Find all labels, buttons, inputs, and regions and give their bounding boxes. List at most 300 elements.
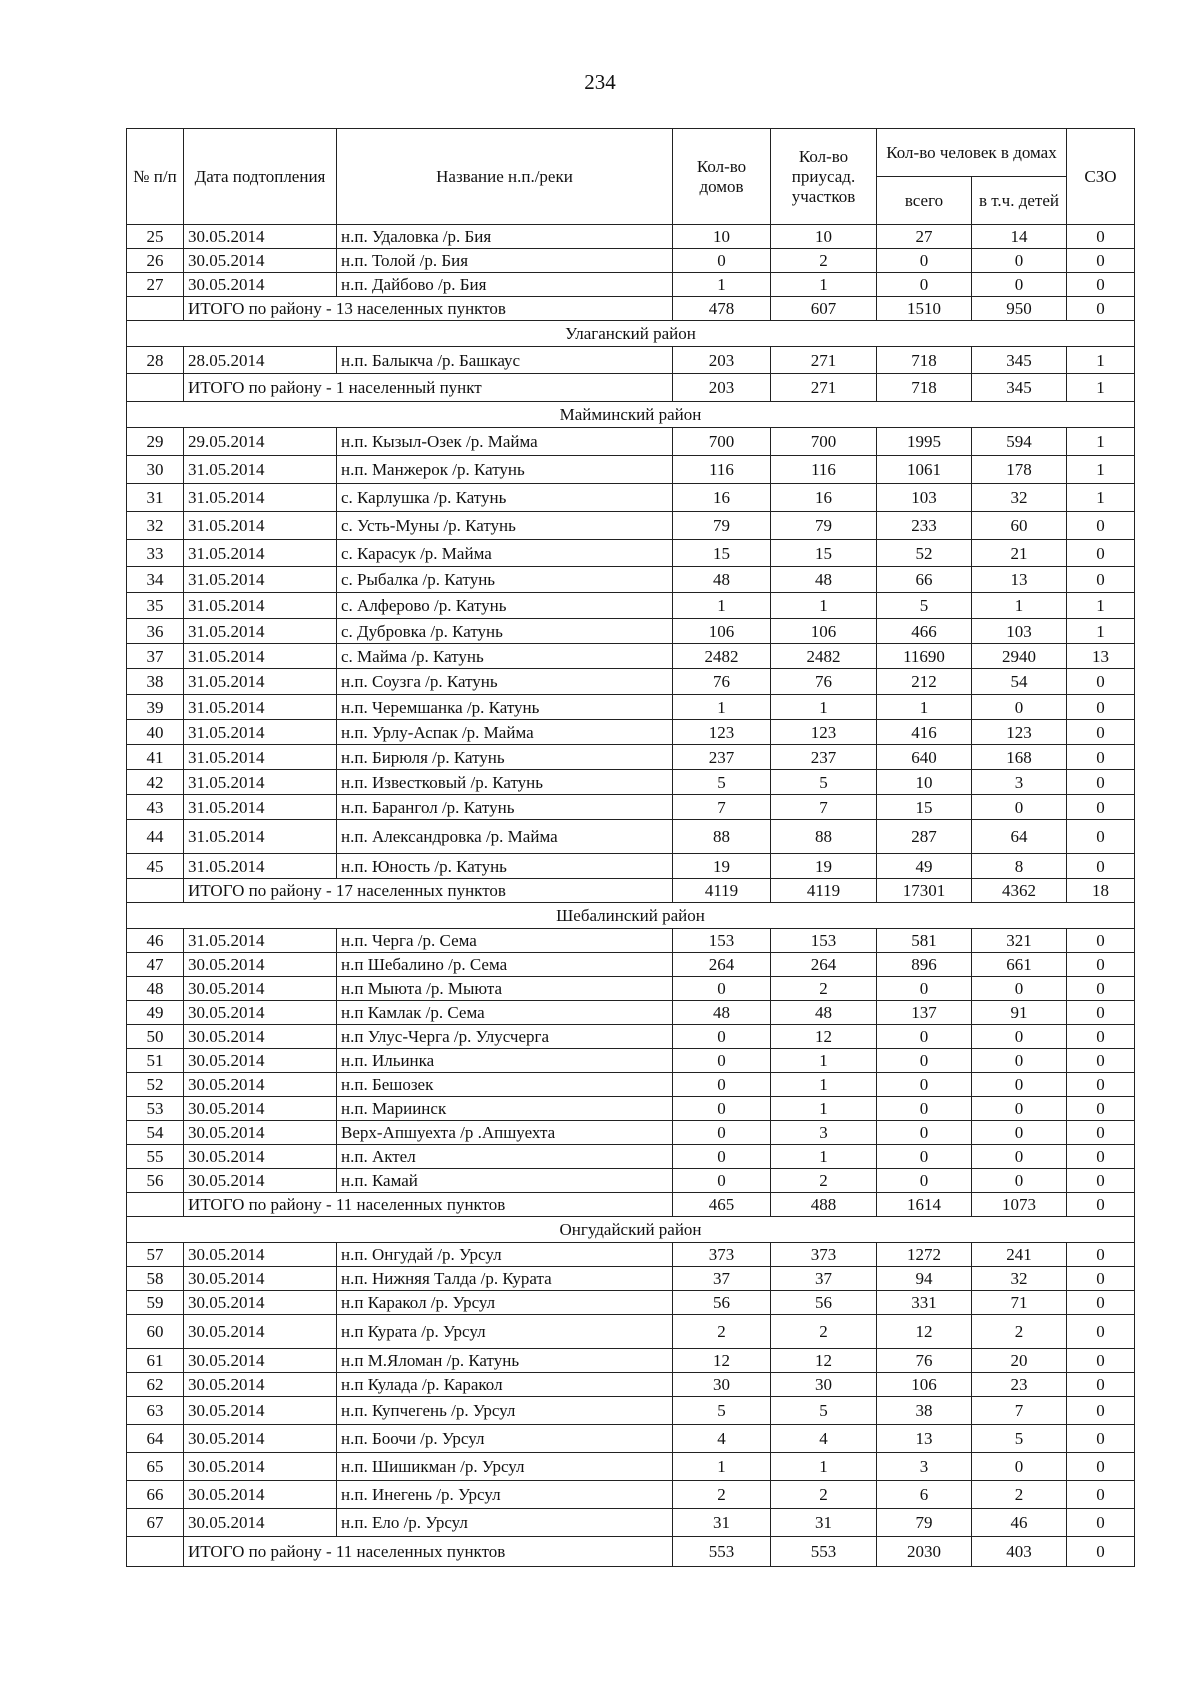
szo-cell: 0	[1067, 249, 1135, 273]
header-people-total: всего	[877, 177, 972, 225]
name-cell: н.п. Юность /р. Катунь	[337, 854, 673, 879]
people-children-cell: 403	[972, 1537, 1067, 1567]
szo-cell: 0	[1067, 1509, 1135, 1537]
plots-cell: 1	[771, 1097, 877, 1121]
people-children-cell: 3	[972, 770, 1067, 795]
people-total-cell: 331	[877, 1291, 972, 1315]
name-cell: н.п. Актел	[337, 1145, 673, 1169]
plots-cell: 79	[771, 512, 877, 540]
houses-cell: 16	[673, 484, 771, 512]
table-row	[127, 1481, 1135, 1509]
date-cell: 30.05.2014	[184, 1397, 337, 1425]
people-children-cell: 0	[972, 1121, 1067, 1145]
houses-cell: 465	[673, 1193, 771, 1217]
district-name: Улаганский район	[127, 321, 1135, 347]
name-cell: н.п. Толой /р. Бия	[337, 249, 673, 273]
date-cell: 30.05.2014	[184, 249, 337, 273]
people-children-cell: 0	[972, 273, 1067, 297]
table-row	[127, 720, 1135, 745]
name-cell: н.п. Онгудай /р. Урсул	[337, 1243, 673, 1267]
num-cell: 46	[127, 929, 184, 953]
houses-cell: 203	[673, 347, 771, 374]
szo-cell: 0	[1067, 273, 1135, 297]
plots-cell: 2	[771, 249, 877, 273]
num-cell: 58	[127, 1267, 184, 1291]
szo-cell: 0	[1067, 1537, 1135, 1567]
num-cell: 54	[127, 1121, 184, 1145]
people-total-cell: 27	[877, 225, 972, 249]
people-children-cell: 178	[972, 456, 1067, 484]
num-cell: 38	[127, 669, 184, 695]
num-cell: 63	[127, 1397, 184, 1425]
header-num: № п/п	[127, 129, 184, 225]
num-cell: 37	[127, 644, 184, 669]
people-children-cell: 345	[972, 374, 1067, 402]
people-children-cell: 32	[972, 1267, 1067, 1291]
houses-cell: 700	[673, 428, 771, 456]
district-name: Майминский район	[127, 402, 1135, 428]
people-total-cell: 0	[877, 1025, 972, 1049]
num-cell: 50	[127, 1025, 184, 1049]
people-total-cell: 1995	[877, 428, 972, 456]
plots-cell: 5	[771, 1397, 877, 1425]
num-cell: 31	[127, 484, 184, 512]
houses-cell: 0	[673, 1121, 771, 1145]
plots-cell: 106	[771, 619, 877, 644]
people-children-cell: 168	[972, 745, 1067, 770]
num-cell: 36	[127, 619, 184, 644]
table-row	[127, 540, 1135, 567]
szo-cell: 0	[1067, 1001, 1135, 1025]
num-cell: 65	[127, 1453, 184, 1481]
people-children-cell: 13	[972, 567, 1067, 593]
houses-cell: 10	[673, 225, 771, 249]
date-cell: 29.05.2014	[184, 428, 337, 456]
plots-cell: 488	[771, 1193, 877, 1217]
plots-cell: 237	[771, 745, 877, 770]
szo-cell: 0	[1067, 567, 1135, 593]
people-total-cell: 103	[877, 484, 972, 512]
houses-cell: 7	[673, 795, 771, 820]
table-row	[127, 1097, 1135, 1121]
name-cell: н.п. Шишикман /р. Урсул	[337, 1453, 673, 1481]
header-name: Название н.п./реки	[337, 129, 673, 225]
szo-cell: 0	[1067, 854, 1135, 879]
table-row	[127, 1073, 1135, 1097]
houses-cell: 19	[673, 854, 771, 879]
name-cell: н.п. Черемшанка /р. Катунь	[337, 695, 673, 720]
name-cell: н.п М.Яломан /р. Катунь	[337, 1349, 673, 1373]
table-row	[127, 1049, 1135, 1073]
houses-cell: 1	[673, 695, 771, 720]
table-header	[127, 129, 1135, 225]
houses-cell: 0	[673, 1097, 771, 1121]
plots-cell: 3	[771, 1121, 877, 1145]
people-children-cell: 0	[972, 1025, 1067, 1049]
people-children-cell: 950	[972, 297, 1067, 321]
num-cell: 43	[127, 795, 184, 820]
table-row	[127, 1001, 1135, 1025]
table-row	[127, 854, 1135, 879]
people-children-cell: 60	[972, 512, 1067, 540]
szo-cell: 0	[1067, 512, 1135, 540]
table-row	[127, 1453, 1135, 1481]
people-children-cell: 0	[972, 795, 1067, 820]
table-row	[127, 1025, 1135, 1049]
plots-cell: 5	[771, 770, 877, 795]
num-cell: 26	[127, 249, 184, 273]
houses-cell: 15	[673, 540, 771, 567]
szo-cell: 0	[1067, 1373, 1135, 1397]
date-cell: 31.05.2014	[184, 456, 337, 484]
date-cell: 31.05.2014	[184, 593, 337, 619]
plots-cell: 76	[771, 669, 877, 695]
name-cell: н.п Улус-Черга /р. Улусчерга	[337, 1025, 673, 1049]
houses-cell: 478	[673, 297, 771, 321]
szo-cell: 0	[1067, 1121, 1135, 1145]
szo-cell: 0	[1067, 1073, 1135, 1097]
people-children-cell: 594	[972, 428, 1067, 456]
people-total-cell: 0	[877, 1169, 972, 1193]
num-cell: 44	[127, 820, 184, 854]
num-cell: 42	[127, 770, 184, 795]
houses-cell: 553	[673, 1537, 771, 1567]
date-cell: 30.05.2014	[184, 1425, 337, 1453]
houses-cell: 56	[673, 1291, 771, 1315]
people-children-cell: 123	[972, 720, 1067, 745]
plots-cell: 607	[771, 297, 877, 321]
name-cell: н.п. Мариинск	[337, 1097, 673, 1121]
date-cell: 30.05.2014	[184, 1145, 337, 1169]
total-label: ИТОГО по району - 1 населенный пункт	[184, 374, 673, 402]
szo-cell: 0	[1067, 1049, 1135, 1073]
name-cell: н.п. Инегень /р. Урсул	[337, 1481, 673, 1509]
plots-cell: 2	[771, 1169, 877, 1193]
table-row	[127, 953, 1135, 977]
people-children-cell: 321	[972, 929, 1067, 953]
people-total-cell: 287	[877, 820, 972, 854]
name-cell: н.п. Ильинка	[337, 1049, 673, 1073]
people-total-cell: 11690	[877, 644, 972, 669]
plots-cell: 2	[771, 1481, 877, 1509]
people-total-cell: 896	[877, 953, 972, 977]
num-cell: 59	[127, 1291, 184, 1315]
houses-cell: 0	[673, 1169, 771, 1193]
people-children-cell: 0	[972, 695, 1067, 720]
people-children-cell: 345	[972, 347, 1067, 374]
szo-cell: 0	[1067, 540, 1135, 567]
flood-table	[126, 128, 1135, 1567]
date-cell: 30.05.2014	[184, 1481, 337, 1509]
szo-cell: 0	[1067, 977, 1135, 1001]
table-row	[127, 249, 1135, 273]
num-cell-empty	[127, 297, 184, 321]
houses-cell: 0	[673, 1145, 771, 1169]
date-cell: 30.05.2014	[184, 977, 337, 1001]
szo-cell: 0	[1067, 795, 1135, 820]
plots-cell: 12	[771, 1025, 877, 1049]
people-total-cell: 106	[877, 1373, 972, 1397]
table-row	[127, 644, 1135, 669]
houses-cell: 12	[673, 1349, 771, 1373]
table-row	[127, 428, 1135, 456]
szo-cell: 0	[1067, 669, 1135, 695]
people-total-cell: 0	[877, 273, 972, 297]
name-cell: н.п. Балыкча /р. Башкаус	[337, 347, 673, 374]
num-cell: 39	[127, 695, 184, 720]
people-children-cell: 2	[972, 1481, 1067, 1509]
plots-cell: 7	[771, 795, 877, 820]
people-total-cell: 212	[877, 669, 972, 695]
plots-cell: 1	[771, 1453, 877, 1481]
name-cell: н.п. Ело /р. Урсул	[337, 1509, 673, 1537]
szo-cell: 1	[1067, 484, 1135, 512]
people-children-cell: 20	[972, 1349, 1067, 1373]
table-row	[127, 593, 1135, 619]
table-row	[127, 347, 1135, 374]
num-cell: 53	[127, 1097, 184, 1121]
date-cell: 30.05.2014	[184, 1025, 337, 1049]
district-name: Шебалинский район	[127, 903, 1135, 929]
people-children-cell: 0	[972, 1453, 1067, 1481]
szo-cell: 0	[1067, 1169, 1135, 1193]
plots-cell: 16	[771, 484, 877, 512]
table-row	[127, 225, 1135, 249]
date-cell: 30.05.2014	[184, 1509, 337, 1537]
people-total-cell: 2030	[877, 1537, 972, 1567]
num-cell: 48	[127, 977, 184, 1001]
plots-cell: 48	[771, 567, 877, 593]
num-cell: 28	[127, 347, 184, 374]
name-cell: с. Карлушка /р. Катунь	[337, 484, 673, 512]
table-row	[127, 745, 1135, 770]
date-cell: 31.05.2014	[184, 745, 337, 770]
table-row	[127, 619, 1135, 644]
plots-cell: 88	[771, 820, 877, 854]
people-children-cell: 91	[972, 1001, 1067, 1025]
people-total-cell: 17301	[877, 879, 972, 903]
name-cell: н.п Камлак /р. Сема	[337, 1001, 673, 1025]
num-cell-empty	[127, 1537, 184, 1567]
plots-cell: 373	[771, 1243, 877, 1267]
total-row	[127, 1193, 1135, 1217]
people-children-cell: 71	[972, 1291, 1067, 1315]
plots-cell: 271	[771, 347, 877, 374]
date-cell: 31.05.2014	[184, 644, 337, 669]
szo-cell: 0	[1067, 1145, 1135, 1169]
houses-cell: 153	[673, 929, 771, 953]
district-row	[127, 321, 1135, 347]
table-row	[127, 1425, 1135, 1453]
people-children-cell: 7	[972, 1397, 1067, 1425]
plots-cell: 12	[771, 1349, 877, 1373]
date-cell: 31.05.2014	[184, 619, 337, 644]
people-children-cell: 8	[972, 854, 1067, 879]
num-cell: 55	[127, 1145, 184, 1169]
date-cell: 30.05.2014	[184, 1073, 337, 1097]
people-total-cell: 3	[877, 1453, 972, 1481]
people-children-cell: 2	[972, 1315, 1067, 1349]
date-cell: 30.05.2014	[184, 1453, 337, 1481]
name-cell: н.п Курата /р. Урсул	[337, 1315, 673, 1349]
people-total-cell: 6	[877, 1481, 972, 1509]
date-cell: 30.05.2014	[184, 1001, 337, 1025]
name-cell: н.п. Боочи /р. Урсул	[337, 1425, 673, 1453]
date-cell: 30.05.2014	[184, 225, 337, 249]
num-cell: 29	[127, 428, 184, 456]
people-children-cell: 661	[972, 953, 1067, 977]
plots-cell: 123	[771, 720, 877, 745]
szo-cell: 0	[1067, 1025, 1135, 1049]
houses-cell: 0	[673, 977, 771, 1001]
houses-cell: 373	[673, 1243, 771, 1267]
people-total-cell: 1614	[877, 1193, 972, 1217]
szo-cell: 18	[1067, 879, 1135, 903]
people-total-cell: 0	[877, 1073, 972, 1097]
name-cell: н.п. Александровка /р. Майма	[337, 820, 673, 854]
header-plots: Кол-во приусад. участков	[771, 129, 877, 225]
people-total-cell: 137	[877, 1001, 972, 1025]
name-cell: н.п. Дайбово /р. Бия	[337, 273, 673, 297]
people-children-cell: 46	[972, 1509, 1067, 1537]
people-total-cell: 416	[877, 720, 972, 745]
date-cell: 31.05.2014	[184, 669, 337, 695]
table-row	[127, 1315, 1135, 1349]
num-cell: 33	[127, 540, 184, 567]
date-cell: 30.05.2014	[184, 1049, 337, 1073]
table-row	[127, 1243, 1135, 1267]
people-total-cell: 466	[877, 619, 972, 644]
plots-cell: 15	[771, 540, 877, 567]
total-row	[127, 879, 1135, 903]
name-cell: н.п. Черга /р. Сема	[337, 929, 673, 953]
table-row	[127, 1509, 1135, 1537]
num-cell: 64	[127, 1425, 184, 1453]
people-children-cell: 5	[972, 1425, 1067, 1453]
people-total-cell: 233	[877, 512, 972, 540]
houses-cell: 0	[673, 249, 771, 273]
houses-cell: 48	[673, 1001, 771, 1025]
plots-cell: 10	[771, 225, 877, 249]
name-cell: с. Усть-Муны /р. Катунь	[337, 512, 673, 540]
num-cell: 52	[127, 1073, 184, 1097]
table-row	[127, 820, 1135, 854]
date-cell: 30.05.2014	[184, 1291, 337, 1315]
date-cell: 31.05.2014	[184, 929, 337, 953]
date-cell: 31.05.2014	[184, 795, 337, 820]
people-children-cell: 0	[972, 1049, 1067, 1073]
date-cell: 31.05.2014	[184, 770, 337, 795]
name-cell: н.п. Бешозек	[337, 1073, 673, 1097]
szo-cell: 1	[1067, 428, 1135, 456]
total-label: ИТОГО по району - 11 населенных пунктов	[184, 1537, 673, 1567]
name-cell: с. Рыбалка /р. Катунь	[337, 567, 673, 593]
plots-cell: 37	[771, 1267, 877, 1291]
header-houses: Кол-во домов	[673, 129, 771, 225]
people-children-cell: 0	[972, 1073, 1067, 1097]
date-cell: 30.05.2014	[184, 273, 337, 297]
num-cell-empty	[127, 879, 184, 903]
num-cell: 47	[127, 953, 184, 977]
people-total-cell: 718	[877, 347, 972, 374]
szo-cell: 0	[1067, 695, 1135, 720]
people-children-cell: 0	[972, 977, 1067, 1001]
table-row	[127, 1291, 1135, 1315]
plots-cell: 4119	[771, 879, 877, 903]
header-people-children: в т.ч. детей	[972, 177, 1067, 225]
num-cell: 27	[127, 273, 184, 297]
num-cell: 66	[127, 1481, 184, 1509]
plots-cell: 2482	[771, 644, 877, 669]
szo-cell: 0	[1067, 1193, 1135, 1217]
plots-cell: 2	[771, 1315, 877, 1349]
plots-cell: 116	[771, 456, 877, 484]
date-cell: 31.05.2014	[184, 567, 337, 593]
houses-cell: 48	[673, 567, 771, 593]
people-children-cell: 21	[972, 540, 1067, 567]
people-children-cell: 54	[972, 669, 1067, 695]
table-row	[127, 977, 1135, 1001]
people-children-cell: 0	[972, 1097, 1067, 1121]
plots-cell: 2	[771, 977, 877, 1001]
houses-cell: 237	[673, 745, 771, 770]
houses-cell: 5	[673, 770, 771, 795]
plots-cell: 31	[771, 1509, 877, 1537]
people-children-cell: 1073	[972, 1193, 1067, 1217]
district-row	[127, 1217, 1135, 1243]
num-cell: 51	[127, 1049, 184, 1073]
num-cell-empty	[127, 1193, 184, 1217]
people-total-cell: 0	[877, 1097, 972, 1121]
total-row	[127, 374, 1135, 402]
table-row	[127, 1349, 1135, 1373]
name-cell: Верх-Апшуехта /р .Апшуехта	[337, 1121, 673, 1145]
houses-cell: 37	[673, 1267, 771, 1291]
people-total-cell: 0	[877, 1145, 972, 1169]
szo-cell: 1	[1067, 374, 1135, 402]
houses-cell: 2	[673, 1315, 771, 1349]
szo-cell: 0	[1067, 745, 1135, 770]
houses-cell: 31	[673, 1509, 771, 1537]
people-total-cell: 10	[877, 770, 972, 795]
people-total-cell: 79	[877, 1509, 972, 1537]
date-cell: 30.05.2014	[184, 1097, 337, 1121]
date-cell: 30.05.2014	[184, 1373, 337, 1397]
plots-cell: 1	[771, 1145, 877, 1169]
num-cell-empty	[127, 374, 184, 402]
header-date: Дата подтопления	[184, 129, 337, 225]
plots-cell: 30	[771, 1373, 877, 1397]
date-cell: 31.05.2014	[184, 820, 337, 854]
table-row	[127, 1373, 1135, 1397]
date-cell: 31.05.2014	[184, 854, 337, 879]
people-total-cell: 0	[877, 1121, 972, 1145]
date-cell: 30.05.2014	[184, 1169, 337, 1193]
people-children-cell: 2940	[972, 644, 1067, 669]
people-total-cell: 94	[877, 1267, 972, 1291]
szo-cell: 0	[1067, 1291, 1135, 1315]
people-children-cell: 0	[972, 1145, 1067, 1169]
people-total-cell: 66	[877, 567, 972, 593]
houses-cell: 0	[673, 1025, 771, 1049]
name-cell: с. Алферово /р. Катунь	[337, 593, 673, 619]
people-total-cell: 640	[877, 745, 972, 770]
szo-cell: 1	[1067, 456, 1135, 484]
szo-cell: 0	[1067, 820, 1135, 854]
table-body	[127, 225, 1135, 1567]
plots-cell: 271	[771, 374, 877, 402]
table-row	[127, 273, 1135, 297]
